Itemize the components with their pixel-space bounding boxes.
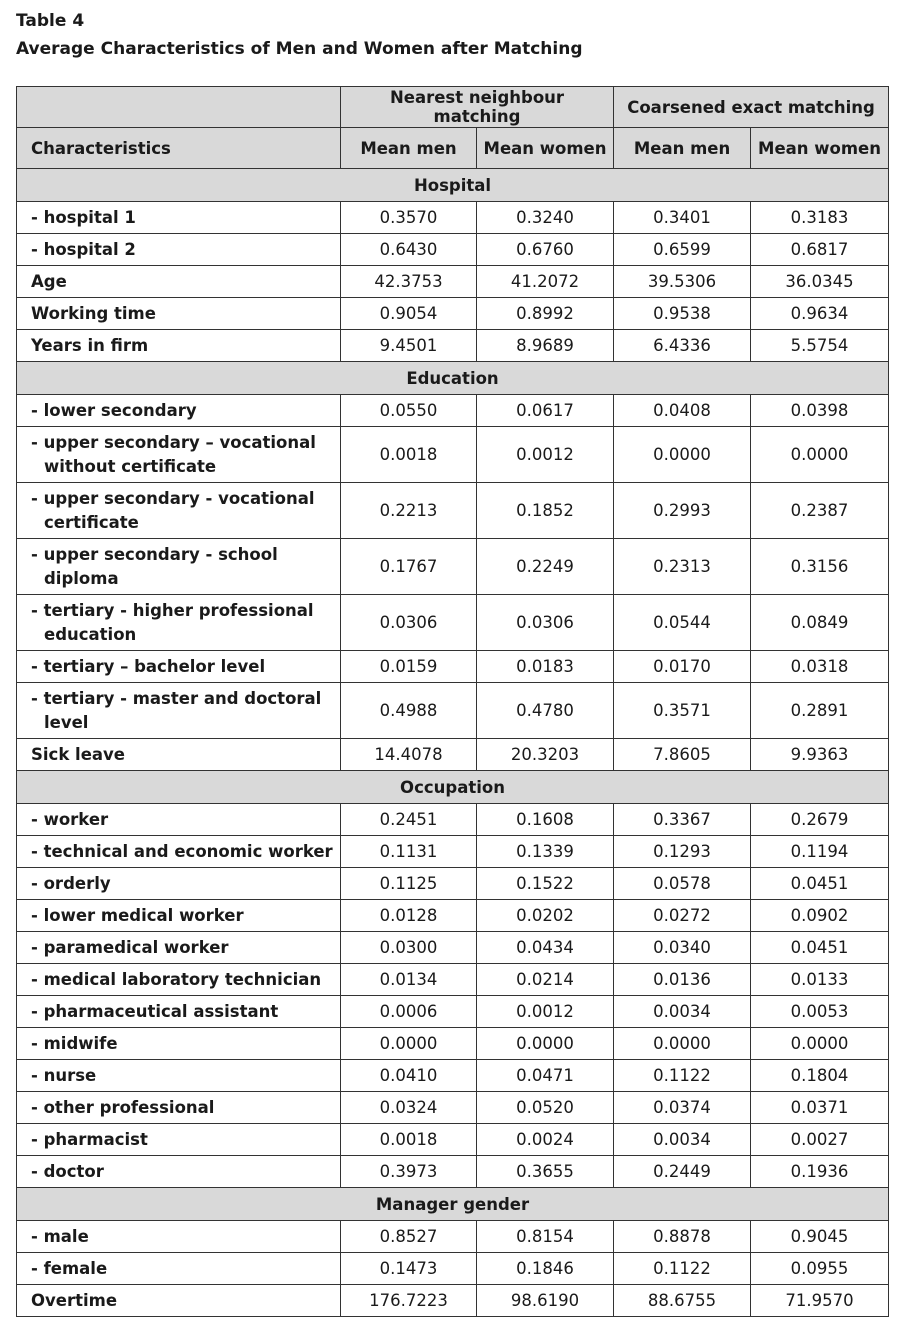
mean-men-cem-cell: 0.0272	[614, 900, 751, 932]
table-row	[17, 202, 889, 234]
mean-men-nn-cell: 0.1473	[341, 1253, 477, 1285]
table-row	[17, 395, 889, 427]
mean-men-nn-cell: 9.4501	[341, 330, 477, 362]
section-label: Hospital	[17, 169, 889, 202]
row-label-text: - upper secondary - school diploma	[31, 545, 278, 588]
mean-women-nn-cell: 0.2249	[477, 539, 614, 595]
header-mean-women-nn: Mean women	[477, 128, 614, 169]
mean-men-nn-cell: 0.2213	[341, 483, 477, 539]
mean-men-nn-cell: 0.0000	[341, 1028, 477, 1060]
mean-men-nn-cell: 0.0159	[341, 651, 477, 683]
row-label	[17, 651, 341, 683]
mean-women-cem-cell: 71.9570	[751, 1285, 889, 1317]
mean-women-nn-cell: 0.1846	[477, 1253, 614, 1285]
table-row	[17, 595, 889, 651]
row-label-text: - tertiary - master and doctoral level	[31, 689, 322, 732]
row-label: - pharmaceutical assistant	[17, 996, 341, 1028]
mean-women-cem-cell: 0.9634	[751, 298, 889, 330]
mean-women-cem-cell: 0.0027	[751, 1124, 889, 1156]
table-row	[17, 483, 889, 539]
mean-women-nn-cell: 0.0000	[477, 1028, 614, 1060]
mean-women-nn-cell: 0.1522	[477, 868, 614, 900]
mean-men-cem-cell: 0.8878	[614, 1221, 751, 1253]
mean-men-cem-cell: 0.0000	[614, 1028, 751, 1060]
row-label: - medical laboratory technician	[17, 964, 341, 996]
mean-men-nn-cell: 14.4078	[341, 739, 477, 771]
row-label: - midwife	[17, 1028, 341, 1060]
mean-men-nn-cell: 0.2451	[341, 804, 477, 836]
row-label-text: - lower secondary	[31, 400, 197, 420]
mean-women-nn-cell: 0.0617	[477, 395, 614, 427]
row-label: - orderly	[17, 868, 341, 900]
mean-men-nn-cell: 0.4988	[341, 683, 477, 739]
mean-women-nn-cell: 0.0202	[477, 900, 614, 932]
row-label: - female	[17, 1253, 341, 1285]
mean-women-cem-cell: 0.1194	[751, 836, 889, 868]
mean-women-nn-cell: 0.1339	[477, 836, 614, 868]
header-coarsened-exact: Coarsened exact matching	[614, 87, 889, 128]
row-label-text: - upper secondary – vocational without certificate	[31, 433, 316, 476]
mean-women-cem-cell: 0.0398	[751, 395, 889, 427]
mean-women-nn-cell: 0.1852	[477, 483, 614, 539]
row-label: - technical and economic worker	[17, 836, 341, 868]
mean-men-cem-cell: 88.6755	[614, 1285, 751, 1317]
table-row	[17, 996, 889, 1028]
mean-men-nn-cell: 0.0550	[341, 395, 477, 427]
mean-women-nn-cell: 0.0434	[477, 932, 614, 964]
row-label	[17, 683, 341, 739]
mean-men-cem-cell: 0.3401	[614, 202, 751, 234]
mean-women-cem-cell: 0.9045	[751, 1221, 889, 1253]
mean-women-nn-cell: 0.0012	[477, 996, 614, 1028]
section-hospital	[17, 169, 889, 202]
mean-men-cem-cell: 0.0340	[614, 932, 751, 964]
mean-women-cem-cell: 0.0451	[751, 868, 889, 900]
row-label-text: - tertiary – bachelor level	[31, 656, 266, 676]
mean-men-cem-cell: 0.1293	[614, 836, 751, 868]
mean-women-nn-cell: 0.0214	[477, 964, 614, 996]
mean-women-nn-cell: 0.6760	[477, 234, 614, 266]
table-row	[17, 1221, 889, 1253]
section-occupation	[17, 771, 889, 804]
mean-women-cem-cell: 0.6817	[751, 234, 889, 266]
mean-men-nn-cell: 0.0018	[341, 1124, 477, 1156]
header-mean-men-nn: Mean men	[341, 128, 477, 169]
mean-women-nn-cell: 0.0471	[477, 1060, 614, 1092]
mean-men-nn-cell: 0.1125	[341, 868, 477, 900]
mean-men-cem-cell: 0.0170	[614, 651, 751, 683]
table-row	[17, 1060, 889, 1092]
row-label: - other professional	[17, 1092, 341, 1124]
row-label	[17, 595, 341, 651]
mean-men-nn-cell: 0.0410	[341, 1060, 477, 1092]
mean-women-nn-cell: 0.0024	[477, 1124, 614, 1156]
mean-women-cem-cell: 0.2387	[751, 483, 889, 539]
row-label-text: - tertiary - higher professional education	[31, 601, 314, 644]
table-row	[17, 804, 889, 836]
table-row	[17, 964, 889, 996]
table-row	[17, 651, 889, 683]
row-label: Working time	[17, 298, 341, 330]
mean-men-nn-cell: 0.0300	[341, 932, 477, 964]
mean-women-cem-cell: 0.0000	[751, 427, 889, 483]
mean-men-nn-cell: 0.3973	[341, 1156, 477, 1188]
row-label: - doctor	[17, 1156, 341, 1188]
mean-women-nn-cell: 0.4780	[477, 683, 614, 739]
mean-women-cem-cell: 0.1936	[751, 1156, 889, 1188]
mean-men-cem-cell: 39.5306	[614, 266, 751, 298]
row-label: - hospital 2	[17, 234, 341, 266]
table-row	[17, 932, 889, 964]
mean-women-cem-cell: 0.0902	[751, 900, 889, 932]
table-row	[17, 1253, 889, 1285]
row-label: Overtime	[17, 1285, 341, 1317]
table-row	[17, 1092, 889, 1124]
mean-men-cem-cell: 7.8605	[614, 739, 751, 771]
row-label: Years in firm	[17, 330, 341, 362]
characteristics-table	[16, 86, 889, 1317]
mean-women-nn-cell: 0.3240	[477, 202, 614, 234]
row-label: - nurse	[17, 1060, 341, 1092]
table-row	[17, 683, 889, 739]
row-label: - male	[17, 1221, 341, 1253]
mean-men-cem-cell: 0.6599	[614, 234, 751, 266]
section-manager-gender	[17, 1188, 889, 1221]
mean-men-nn-cell: 0.0306	[341, 595, 477, 651]
mean-women-nn-cell: 0.0520	[477, 1092, 614, 1124]
mean-men-nn-cell: 0.0006	[341, 996, 477, 1028]
mean-women-nn-cell: 0.1608	[477, 804, 614, 836]
mean-men-cem-cell: 0.2993	[614, 483, 751, 539]
mean-women-cem-cell: 0.2891	[751, 683, 889, 739]
mean-women-nn-cell: 98.6190	[477, 1285, 614, 1317]
mean-men-cem-cell: 0.0136	[614, 964, 751, 996]
mean-women-nn-cell: 0.0012	[477, 427, 614, 483]
mean-men-nn-cell: 42.3753	[341, 266, 477, 298]
header-characteristics: Characteristics	[17, 128, 341, 169]
mean-men-nn-cell: 176.7223	[341, 1285, 477, 1317]
mean-men-cem-cell: 0.3367	[614, 804, 751, 836]
header-nearest-neighbour: Nearest neighbour matching	[341, 87, 614, 128]
table-row	[17, 836, 889, 868]
table-row	[17, 1156, 889, 1188]
table-row	[17, 739, 889, 771]
mean-men-nn-cell: 0.0324	[341, 1092, 477, 1124]
table-row	[17, 1285, 889, 1317]
mean-women-nn-cell: 0.0306	[477, 595, 614, 651]
mean-women-cem-cell: 0.0318	[751, 651, 889, 683]
mean-women-cem-cell: 9.9363	[751, 739, 889, 771]
mean-women-cem-cell: 0.0849	[751, 595, 889, 651]
mean-men-cem-cell: 0.0034	[614, 996, 751, 1028]
mean-men-nn-cell: 0.0134	[341, 964, 477, 996]
mean-men-cem-cell: 0.0408	[614, 395, 751, 427]
mean-men-nn-cell: 0.8527	[341, 1221, 477, 1253]
mean-women-cem-cell: 0.1804	[751, 1060, 889, 1092]
row-label	[17, 395, 341, 427]
mean-men-cem-cell: 0.1122	[614, 1253, 751, 1285]
row-label: - paramedical worker	[17, 932, 341, 964]
mean-women-nn-cell: 41.2072	[477, 266, 614, 298]
mean-women-cem-cell: 0.0133	[751, 964, 889, 996]
table-row	[17, 1124, 889, 1156]
section-label: Education	[17, 362, 889, 395]
mean-men-cem-cell: 0.0374	[614, 1092, 751, 1124]
mean-women-nn-cell: 0.3655	[477, 1156, 614, 1188]
mean-men-cem-cell: 0.9538	[614, 298, 751, 330]
header-empty-cell	[17, 87, 341, 128]
mean-women-cem-cell: 0.0053	[751, 996, 889, 1028]
mean-women-cem-cell: 0.0955	[751, 1253, 889, 1285]
mean-women-cem-cell: 5.5754	[751, 330, 889, 362]
header-mean-men-cem: Mean men	[614, 128, 751, 169]
mean-men-cem-cell: 0.0034	[614, 1124, 751, 1156]
mean-men-nn-cell: 0.1131	[341, 836, 477, 868]
mean-men-cem-cell: 0.1122	[614, 1060, 751, 1092]
mean-men-cem-cell: 0.0544	[614, 595, 751, 651]
table-title: Average Characteristics of Men and Women after Matching	[16, 39, 583, 59]
mean-women-cem-cell: 0.3156	[751, 539, 889, 595]
header-group-row	[17, 87, 889, 128]
mean-women-cem-cell: 0.0451	[751, 932, 889, 964]
row-label	[17, 483, 341, 539]
header-mean-women-cem: Mean women	[751, 128, 889, 169]
mean-men-nn-cell: 0.3570	[341, 202, 477, 234]
table-row	[17, 234, 889, 266]
table-row	[17, 868, 889, 900]
mean-women-cem-cell: 0.0000	[751, 1028, 889, 1060]
table-row	[17, 1028, 889, 1060]
row-label: - hospital 1	[17, 202, 341, 234]
mean-men-nn-cell: 0.0128	[341, 900, 477, 932]
mean-men-cem-cell: 0.3571	[614, 683, 751, 739]
table-number: Table 4	[16, 11, 85, 31]
mean-women-nn-cell: 0.8992	[477, 298, 614, 330]
table-row	[17, 539, 889, 595]
row-label: Age	[17, 266, 341, 298]
mean-women-cem-cell: 0.0371	[751, 1092, 889, 1124]
mean-men-cem-cell: 0.2313	[614, 539, 751, 595]
mean-women-cem-cell: 0.3183	[751, 202, 889, 234]
mean-men-nn-cell: 0.0018	[341, 427, 477, 483]
mean-men-nn-cell: 0.1767	[341, 539, 477, 595]
header-column-row	[17, 128, 889, 169]
table-row	[17, 298, 889, 330]
table-row	[17, 266, 889, 298]
row-label: - lower medical worker	[17, 900, 341, 932]
section-label: Manager gender	[17, 1188, 889, 1221]
mean-men-cem-cell: 0.2449	[614, 1156, 751, 1188]
table-row	[17, 427, 889, 483]
table-row	[17, 330, 889, 362]
mean-women-cem-cell: 0.2679	[751, 804, 889, 836]
mean-women-cem-cell: 36.0345	[751, 266, 889, 298]
row-label: Sick leave	[17, 739, 341, 771]
section-label: Occupation	[17, 771, 889, 804]
row-label: - pharmacist	[17, 1124, 341, 1156]
row-label	[17, 427, 341, 483]
mean-men-cem-cell: 6.4336	[614, 330, 751, 362]
row-label	[17, 539, 341, 595]
mean-women-nn-cell: 8.9689	[477, 330, 614, 362]
mean-women-nn-cell: 0.8154	[477, 1221, 614, 1253]
mean-women-nn-cell: 20.3203	[477, 739, 614, 771]
row-label-text: - upper secondary - vocational certificate	[31, 489, 315, 532]
mean-men-cem-cell: 0.0578	[614, 868, 751, 900]
mean-men-nn-cell: 0.6430	[341, 234, 477, 266]
section-education	[17, 362, 889, 395]
mean-women-nn-cell: 0.0183	[477, 651, 614, 683]
table-row	[17, 900, 889, 932]
mean-men-nn-cell: 0.9054	[341, 298, 477, 330]
mean-men-cem-cell: 0.0000	[614, 427, 751, 483]
row-label: - worker	[17, 804, 341, 836]
